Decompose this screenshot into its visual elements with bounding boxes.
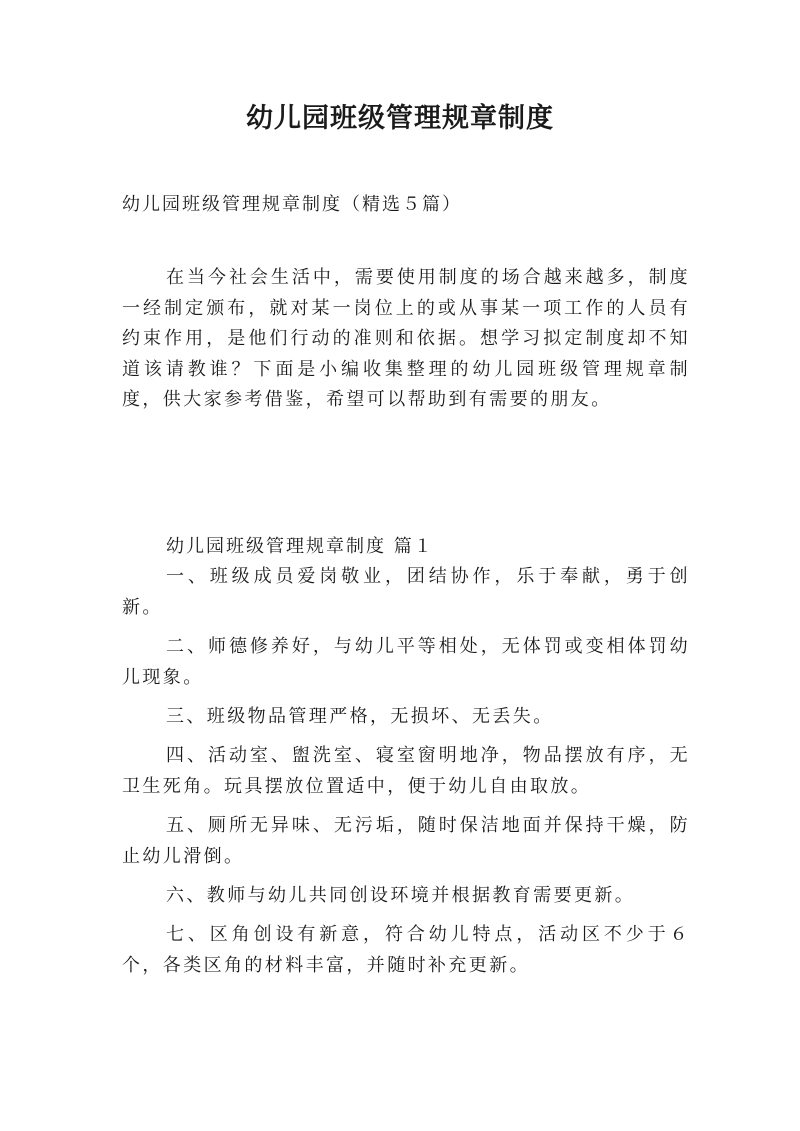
rule-item: 一、班级成员爱岗敬业，团结协作，乐于奉献，勇于创新。 [122,566,690,618]
document-subtitle: 幼儿园班级管理规章制度（精选５篇） [122,194,462,215]
rule-item: 三、班级物品管理严格，无损坏、无丢失。 [166,706,554,727]
rule-item: 六、教师与幼儿共同创设环境并根据教育需要更新。 [166,885,636,906]
rule-item: 七、区角创设有新意，符合幼儿特点，活动区不少于６个，各类区角的材料丰富，并随时补充更新。 [122,924,690,976]
section-title: 幼儿园班级管理规章制度 篇１ [166,536,434,557]
rule-item: 二、师德修养好，与幼儿平等相处，无体罚或变相体罚幼儿现象。 [122,636,690,688]
rule-item: 五、厕所无异味、无污垢，随时保洁地面并保持干燥，防止幼儿滑倒。 [122,815,690,867]
intro-paragraph: 在当今社会生活中，需要使用制度的场合越来越多，制度一经制定颁布，就对某一岗位上的或从事某一项工作的人员有约束作用，是他们行动的准则和依据。想学习拟定制度却不知道该请教谁？下面是小编收集整理的幼儿园班级管理规章制度，供大家参考借鉴，希望可以帮助到有需要的朋友。 [122,267,690,410]
document-title: 幼儿园班级管理规章制度 [246,103,554,134]
rule-item: 四、活动室、盥洗室、寝室窗明地净，物品摆放有序，无卫生死角。玩具摆放位置适中，便于幼儿自由取放。 [122,745,690,797]
rules-list [122,561,690,989]
